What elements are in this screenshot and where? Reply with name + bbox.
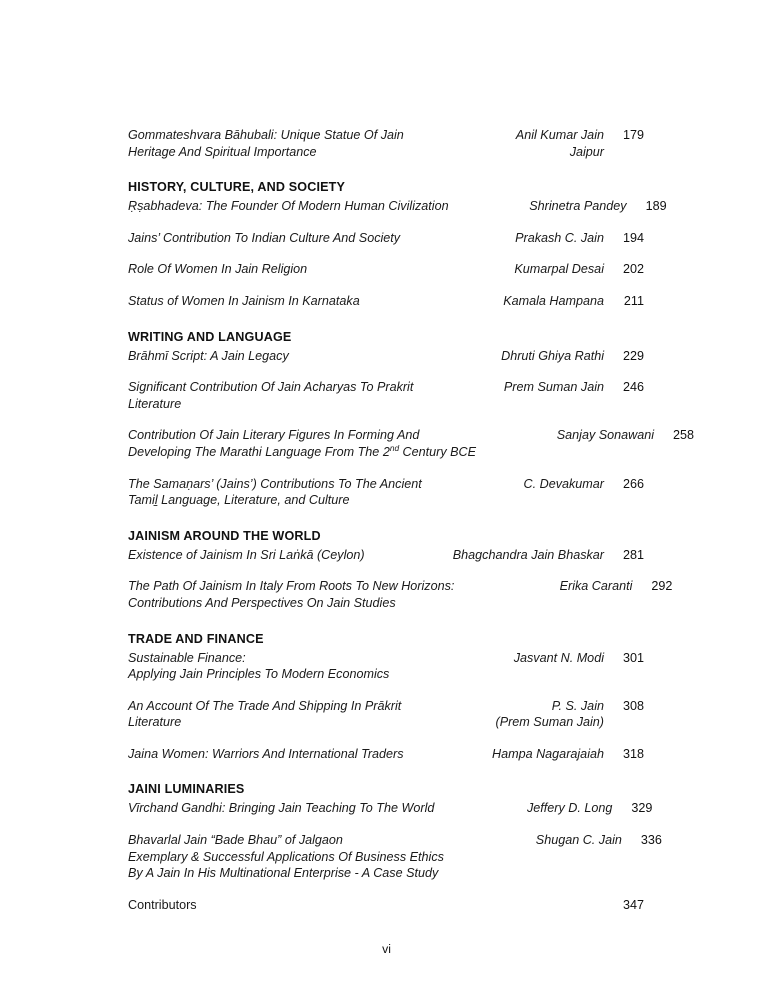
toc-entry-author (442, 800, 626, 817)
toc-entry-page-number[interactable]: 347 (622, 897, 644, 912)
toc-entry-title-line: Jaina Women: Warriors And International Traders (128, 746, 404, 761)
toc-entry-title-line: Heritage And Spiritual Importance (128, 144, 317, 159)
toc-entry[interactable] (128, 261, 644, 278)
toc-entry-title (128, 832, 452, 882)
toc-entry-page-number[interactable]: 301 (622, 650, 644, 665)
toc-entry-page-number[interactable]: 258 (673, 428, 695, 443)
toc-entry-author (434, 230, 618, 247)
toc-entry-author-line: Jasvant N. Modi (513, 650, 604, 665)
toc-entry-page-number[interactable]: 318 (622, 746, 644, 761)
toc-entry-title (128, 547, 434, 564)
toc-entry-page-number[interactable]: 229 (622, 348, 644, 363)
toc-entry-title-line: The Samaṇars’ (Jains’) Contributions To The Ancient (128, 476, 422, 491)
toc-entry-author (434, 698, 618, 731)
toc-entry-author (484, 427, 668, 444)
toc-entry-title (128, 348, 434, 365)
toc-entry[interactable] (128, 832, 662, 882)
toc-entry-author-line: Hampa Nagarajaiah (491, 746, 604, 761)
toc-entry-title (128, 379, 434, 412)
toc-entry-page-number[interactable]: 292 (651, 579, 673, 594)
toc-entry-title (128, 800, 442, 817)
toc-entry-title-line: Sustainable Finance: (128, 650, 246, 665)
toc-entry[interactable] (128, 578, 673, 611)
toc-entry-author-line: P. S. Jain (551, 698, 604, 713)
toc-entry-page-number[interactable]: 189 (645, 199, 667, 214)
toc-entry-author (434, 293, 618, 310)
toc-entry-author (434, 348, 618, 365)
toc-entry[interactable] (128, 476, 644, 509)
toc-entry-title-line: By A Jain In His Multinational Enterprise - A Case Study (128, 866, 439, 881)
toc-entry[interactable] (128, 897, 644, 914)
toc-entry-author-line: Sanjay Sonawani (556, 428, 655, 443)
toc-entry-author (462, 578, 646, 595)
toc-entry-title-line: Vīrchand Gandhi: Bringing Jain Teaching To The World (128, 801, 435, 816)
toc-entry[interactable] (128, 127, 644, 160)
toc-entry-title (128, 650, 434, 683)
toc-entry-title (128, 198, 457, 215)
toc-entry-author-line: Kamala Hampana (503, 293, 604, 308)
page-folio: vi (382, 942, 391, 956)
toc-entry-title-line: Applying Jain Principles To Modern Economics (128, 667, 390, 682)
toc-entry-author (434, 261, 618, 278)
toc-entry-author (452, 832, 636, 849)
toc-entry[interactable] (128, 293, 644, 310)
toc-entry-author-line: Anil Kumar Jain (515, 128, 604, 142)
toc-entry-title-line: Brāhmī Script: A Jain Legacy (128, 348, 289, 363)
toc-entry-title (128, 476, 434, 509)
toc-entry-title-line: Status of Women In Jainism In Karnataka (128, 293, 360, 308)
toc-entry-title-line: The Path Of Jainism In Italy From Roots To New Horizons: (128, 579, 455, 594)
toc-entry-author-line: Kumarpal Desai (514, 262, 604, 277)
toc-entry-page-number[interactable]: 179 (622, 128, 644, 142)
toc-entry-author (434, 650, 618, 667)
toc-entry-title (128, 698, 434, 731)
toc-entry-title-line: Tamiḻ Language, Literature, and Culture (128, 493, 350, 508)
toc-section-heading: JAINI LUMINARIES (128, 782, 245, 797)
toc-entry-author (457, 198, 641, 215)
toc-entry-author-line: Bhagchandra Jain Bhaskar (452, 547, 604, 562)
toc-entry-page-number[interactable]: 266 (622, 476, 644, 491)
toc-entry-title-line: Exemplary & Successful Applications Of Business Ethics (128, 849, 444, 864)
toc-entry-author (434, 746, 618, 763)
toc-entry-author (434, 127, 618, 160)
toc-entry-title-line: Contributions And Perspectives On Jain Studies (128, 595, 396, 610)
toc-entry-title (128, 261, 434, 278)
toc-entry-title (128, 293, 434, 310)
toc-entry-author-line: Shrinetra Pandey (529, 199, 627, 214)
toc-entry-title-line: Significant Contribution Of Jain Acharyas To Prakrit (128, 380, 414, 395)
toc-entry-title-line: Jains’ Contribution To Indian Culture And Society (128, 230, 401, 245)
toc-entry-title-line: Literature (128, 715, 182, 730)
toc-entry[interactable] (128, 698, 644, 731)
toc-entry-title-line: Gommateshvara Bāhubali: Unique Statue Of Jain (128, 128, 404, 142)
toc-entry-title-line: Developing The Marathi Language From The 2nd Century BCE (128, 442, 477, 459)
toc-entry[interactable] (128, 427, 695, 460)
toc-entry-author-line: Erika Caranti (559, 579, 633, 594)
toc-entry-page-number[interactable]: 202 (622, 262, 644, 277)
toc-entry-author-line: Shugan C. Jain (535, 833, 622, 848)
toc-entry-title-line: Ṛṣabhadeva: The Founder Of Modern Human Civilization (128, 199, 449, 214)
toc-section-heading: WRITING AND LANGUAGE (128, 329, 292, 344)
toc-entry-title-line: Existence of Jainism In Sri Laṅkā (Ceylon) (128, 547, 365, 562)
toc-entry-title (128, 897, 434, 914)
toc-entry-author (434, 547, 618, 564)
toc-entry-author-line: C. Devakumar (523, 476, 604, 491)
toc-entry-title-line: An Account Of The Trade And Shipping In Prākrit (128, 698, 402, 713)
toc-entry-title-line: Bhavarlal Jain “Bade Bhau” of Jalgaon (128, 833, 343, 848)
toc-entry[interactable] (128, 746, 644, 763)
toc-entry-author-line: Dhruti Ghiya Rathi (501, 348, 604, 363)
toc-entry-title-line: Contributors (128, 897, 197, 912)
table-of-contents (128, 112, 695, 913)
toc-entry-author-line: Prakash C. Jain (515, 230, 604, 245)
toc-entry[interactable] (128, 230, 644, 247)
toc-entry-page-number[interactable]: 329 (631, 801, 653, 816)
toc-entry-author-line: (Prem Suman Jain) (495, 715, 604, 730)
toc-entry[interactable] (128, 379, 644, 412)
toc-entry-page-number[interactable]: 246 (622, 380, 644, 395)
toc-entry-author (434, 379, 618, 396)
toc-entry-page-number[interactable]: 336 (640, 833, 662, 848)
toc-entry[interactable] (128, 800, 653, 817)
toc-entry-author-line: Jeffery D. Long (527, 801, 613, 816)
toc-entry-title-line: Contribution Of Jain Literary Figures In Forming And (128, 428, 420, 443)
toc-entry-page-number[interactable]: 308 (622, 698, 644, 713)
toc-entry-title-line: Role Of Women In Jain Religion (128, 262, 308, 277)
toc-entry[interactable] (128, 198, 667, 215)
toc-entry-page-number[interactable]: 211 (623, 293, 644, 308)
toc-entry[interactable] (128, 348, 644, 365)
toc-section-heading: JAINISM AROUND THE WORLD (128, 528, 321, 543)
toc-entry-author-line: Prem Suman Jain (503, 380, 604, 395)
toc-entry[interactable] (128, 547, 644, 564)
toc-section-heading: HISTORY, CULTURE, AND SOCIETY (128, 180, 346, 195)
toc-entry-title (128, 127, 434, 160)
toc-entry-author (434, 476, 618, 493)
toc-entry-title (128, 578, 462, 611)
toc-entry-title-line: Literature (128, 396, 182, 411)
toc-entry-title (128, 230, 434, 247)
toc-entry-page-number[interactable]: 281 (622, 547, 644, 562)
toc-entry-author-line: Jaipur (569, 144, 604, 159)
toc-entry-page-number[interactable]: 194 (622, 230, 644, 245)
toc-entry-title (128, 427, 484, 460)
toc-entry-title (128, 746, 434, 763)
toc-entry[interactable] (128, 650, 644, 683)
toc-section-heading: TRADE AND FINANCE (128, 631, 264, 646)
